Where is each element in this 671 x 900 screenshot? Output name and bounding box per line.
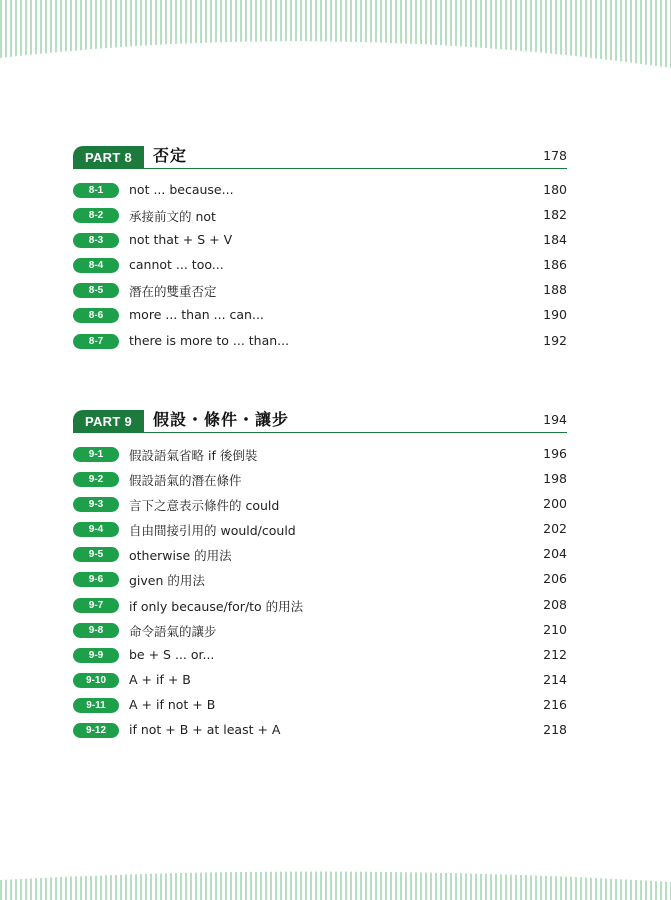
toc-item-list [73,179,567,355]
toc-item[interactable] [73,493,567,518]
item-page-number: 202 [543,521,567,537]
item-title: 假設語氣省略 if 後倒裝 [129,448,258,463]
toc-item[interactable] [73,204,567,229]
toc-item[interactable] [73,229,567,254]
item-number-badge: 8-3 [73,233,119,248]
item-title: 言下之意表示條件的 could [129,498,280,514]
toc-part-8 [73,142,567,355]
item-title: given 的用法 [129,573,205,589]
part-page-number: 194 [543,412,567,427]
item-page-number: 206 [543,571,567,587]
toc-item-list [73,443,567,744]
item-title: if only because/for/to 的用法 [129,598,304,614]
item-number-badge: 9-11 [73,698,119,713]
item-page-number: 210 [543,621,567,637]
item-title: 命令語氣的讓步 [129,623,217,639]
item-page-number: 218 [543,722,567,738]
item-page-number: 198 [543,471,567,487]
item-page-number: 180 [543,182,567,197]
part-header[interactable] [73,406,567,433]
toc-item[interactable] [73,719,567,744]
item-title: not ... because... [129,182,234,197]
item-number-badge: 9-3 [73,497,119,512]
top-curve-decoration [0,0,671,80]
item-page-number: 190 [543,307,567,323]
item-title: A + if + B [129,671,191,687]
item-title: 承接前文的 not [129,209,216,225]
item-number-badge: 9-1 [73,447,119,462]
item-page-number: 182 [543,207,567,223]
item-page-number: 200 [543,496,567,512]
item-number-badge: 9-2 [73,472,119,487]
item-title: 假設語氣的潛在條件 [129,473,242,489]
toc-item[interactable] [73,304,567,329]
item-number-badge: 8-4 [73,258,119,273]
item-number-badge: 8-1 [73,183,119,198]
toc-item[interactable] [73,468,567,493]
item-page-number: 212 [543,646,567,662]
item-number-badge: 9-8 [73,623,119,638]
item-title: there is more to ... than... [129,332,290,348]
item-number-badge: 9-7 [73,598,119,613]
toc-item[interactable] [73,543,567,568]
item-number-badge: 9-12 [73,723,119,738]
bottom-curve-decoration [0,860,671,900]
toc-item[interactable] [73,518,567,543]
toc-item[interactable] [73,568,567,593]
toc-item[interactable] [73,594,567,619]
item-page-number: 192 [543,332,567,348]
item-title: 自由間接引用的 would/could [129,523,296,539]
item-page-number: 196 [543,446,567,461]
toc-item[interactable] [73,694,567,719]
toc-item[interactable] [73,254,567,279]
item-page-number: 204 [543,546,567,562]
part-header[interactable] [73,142,567,169]
item-number-badge: 9-5 [73,547,119,562]
item-title: otherwise 的用法 [129,548,232,564]
part-page-number: 178 [543,148,567,163]
toc-item[interactable] [73,443,567,468]
toc-item[interactable] [73,279,567,304]
toc-item[interactable] [73,619,567,644]
item-number-badge: 9-6 [73,572,119,587]
part-badge: PART 9 [73,410,144,432]
item-number-badge: 8-7 [73,334,119,349]
part-badge: PART 8 [73,146,144,168]
item-title: not that + S + V [129,232,233,248]
toc-item[interactable] [73,330,567,355]
item-number-badge: 8-2 [73,208,119,223]
item-number-badge: 9-4 [73,522,119,537]
item-title: if not + B + at least + A [129,722,281,738]
toc-item[interactable] [73,644,567,669]
item-page-number: 214 [543,671,567,687]
item-title: more ... than ... can... [129,307,264,323]
item-page-number: 184 [543,232,567,248]
item-number-badge: 9-10 [73,673,119,688]
item-number-badge: 8-6 [73,308,119,323]
item-title: 潛在的雙重否定 [129,284,217,300]
item-title: be + S ... or... [129,646,215,662]
item-page-number: 208 [543,596,567,612]
item-title: A + if not + B [129,696,216,712]
item-page-number: 216 [543,696,567,712]
item-title: cannot ... too... [129,257,224,273]
item-number-badge: 9-9 [73,648,119,663]
part-title: 否定 [153,146,188,165]
toc-item[interactable] [73,669,567,694]
toc-part-9 [73,406,567,744]
item-page-number: 186 [543,257,567,273]
item-number-badge: 8-5 [73,283,119,298]
toc-item[interactable] [73,179,567,204]
part-title: 假設・條件・讓步 [153,410,290,429]
item-page-number: 188 [543,282,567,298]
